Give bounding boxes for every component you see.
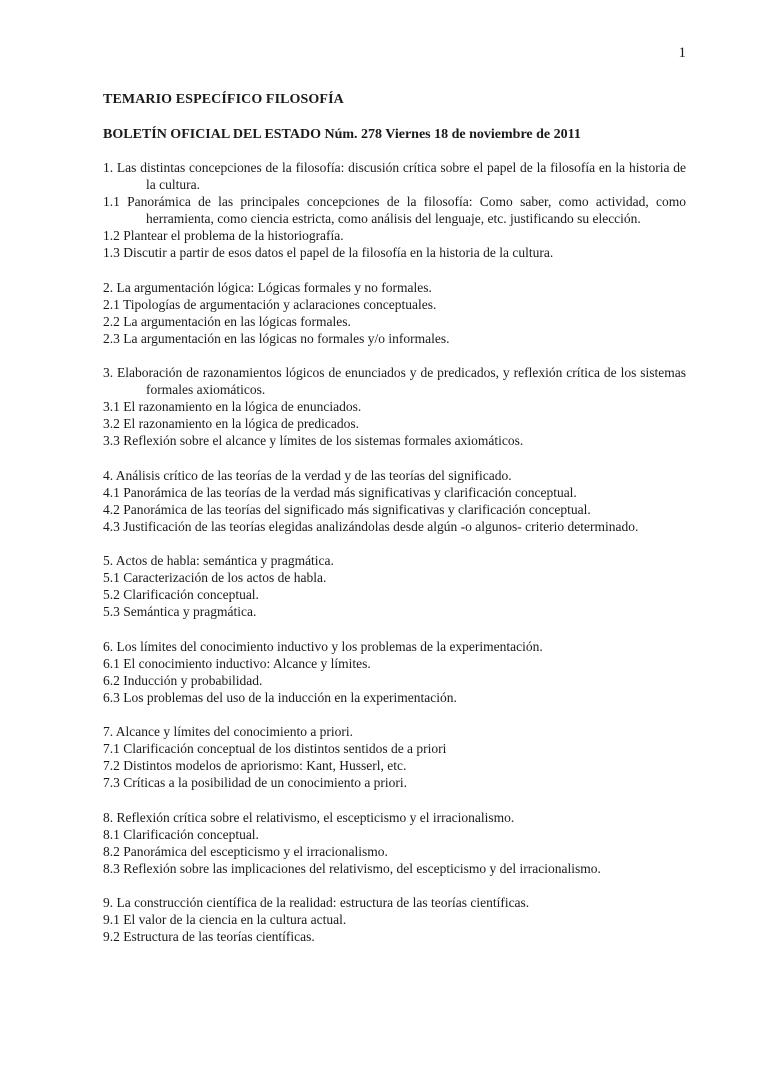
syllabus-section: [103, 894, 686, 945]
topic-heading: 3. Elaboración de razonamientos lógicos de enunciados y de predicados, y reflexión crítica de los sistemas formales axiomáticos.: [103, 365, 686, 397]
subtopic-item: 2.1 Tipologías de argumentación y aclaraciones conceptuales.: [103, 296, 437, 312]
syllabus-section: [103, 809, 686, 877]
topic-heading: 4. Análisis crítico de las teorías de la verdad y de las teorías del significado.: [103, 467, 512, 483]
subtopic-item: 9.2 Estructura de las teorías científicas.: [103, 929, 315, 944]
subtopic-item: 6.3 Los problemas del uso de la inducción en la experimentación.: [103, 689, 457, 705]
subtopic-item: 5.2 Clarificación conceptual.: [103, 587, 259, 602]
syllabus-section: [103, 723, 686, 791]
subtopic-item: 5.1 Caracterización de los actos de habla.: [103, 570, 327, 585]
subtopic-item: 8.3 Reflexión sobre las implicaciones del relativismo, del escepticismo y del irracionalismo.: [103, 860, 601, 876]
subtopic-item: 8.1 Clarificación conceptual.: [103, 826, 259, 842]
topic-heading: 1. Las distintas concepciones de la filosofía: discusión crítica sobre el papel de la filosofía en la historia de la cultura.: [103, 160, 686, 192]
syllabus-section: [103, 638, 686, 706]
subtopic-item: 3.2 El razonamiento en la lógica de predicados.: [103, 416, 360, 431]
topic-heading: 8. Reflexión crítica sobre el relativismo, el escepticismo y el irracionalismo.: [103, 809, 515, 825]
syllabus-section: [103, 552, 686, 620]
subtopic-item: 9.1 El valor de la ciencia en la cultura actual.: [103, 912, 347, 927]
topic-heading: 2. La argumentación lógica: Lógicas formales y no formales.: [103, 279, 432, 295]
subtopic-item: 2.2 La argumentación en las lógicas formales.: [103, 313, 351, 329]
topic-heading: 9. La construcción científica de la realidad: estructura de las teorías científicas.: [103, 895, 530, 910]
document-title: TEMARIO ESPECÍFICO FILOSOFÍA: [103, 92, 344, 107]
subtopic-item: 1.1 Panorámica de las principales concepciones de la filosofía: Como saber, como actividad, como herramienta, como ciencia estricta, como análisis del lenguaje, etc. justificando su elección.: [103, 194, 686, 226]
subtopic-item: 7.3 Críticas a la posibilidad de un conocimiento a priori.: [103, 775, 408, 790]
subtopic-item: 6.1 El conocimiento inductivo: Alcance y límites.: [103, 655, 371, 671]
syllabus-list: [103, 159, 686, 963]
subtopic-item: 5.3 Semántica y pragmática.: [103, 604, 257, 619]
topic-heading: 7. Alcance y límites del conocimiento a priori.: [103, 724, 354, 739]
subtopic-item: 2.3 La argumentación en las lógicas no formales y/o informales.: [103, 330, 450, 346]
subtopic-item: 3.3 Reflexión sobre el alcance y límites de los sistemas formales axiomáticos.: [103, 433, 524, 448]
subtopic-item: 4.2 Panorámica de las teorías del significado más significativas y clarificación conceptual.: [103, 501, 591, 517]
subtopic-item: 8.2 Panorámica del escepticismo y el irracionalismo.: [103, 843, 388, 859]
subtopic-item: 3.1 El razonamiento en la lógica de enunciados.: [103, 399, 362, 414]
topic-heading: 5. Actos de habla: semántica y pragmática.: [103, 553, 334, 568]
subtopic-item: 7.2 Distintos modelos de apriorismo: Kant, Husserl, etc.: [103, 758, 407, 773]
page-number: 1: [678, 45, 686, 61]
syllabus-section: [103, 279, 686, 347]
subtopic-item: 1.3 Discutir a partir de esos datos el papel de la filosofía en la historia de la cultura.: [103, 245, 554, 260]
subtopic-item: 4.3 Justificación de las teorías elegidas analizándolas desde algún -o algunos- criterio determinado.: [103, 518, 639, 534]
subtopic-item: 7.1 Clarificación conceptual de los distintos sentidos de a priori: [103, 741, 447, 756]
topic-heading: 6. Los límites del conocimiento inductivo y los problemas de la experimentación.: [103, 638, 543, 654]
subtopic-item: 1.2 Plantear el problema de la historiografía.: [103, 228, 344, 243]
syllabus-section: [103, 159, 686, 261]
syllabus-section: [103, 364, 686, 449]
document-subtitle: BOLETÍN OFICIAL DEL ESTADO Núm. 278 Viernes 18 de noviembre de 2011: [103, 127, 581, 142]
subtopic-item: 6.2 Inducción y probabilidad.: [103, 672, 263, 688]
subtopic-item: 4.1 Panorámica de las teorías de la verdad más significativas y clarificación conceptual.: [103, 484, 577, 500]
syllabus-section: [103, 467, 686, 535]
